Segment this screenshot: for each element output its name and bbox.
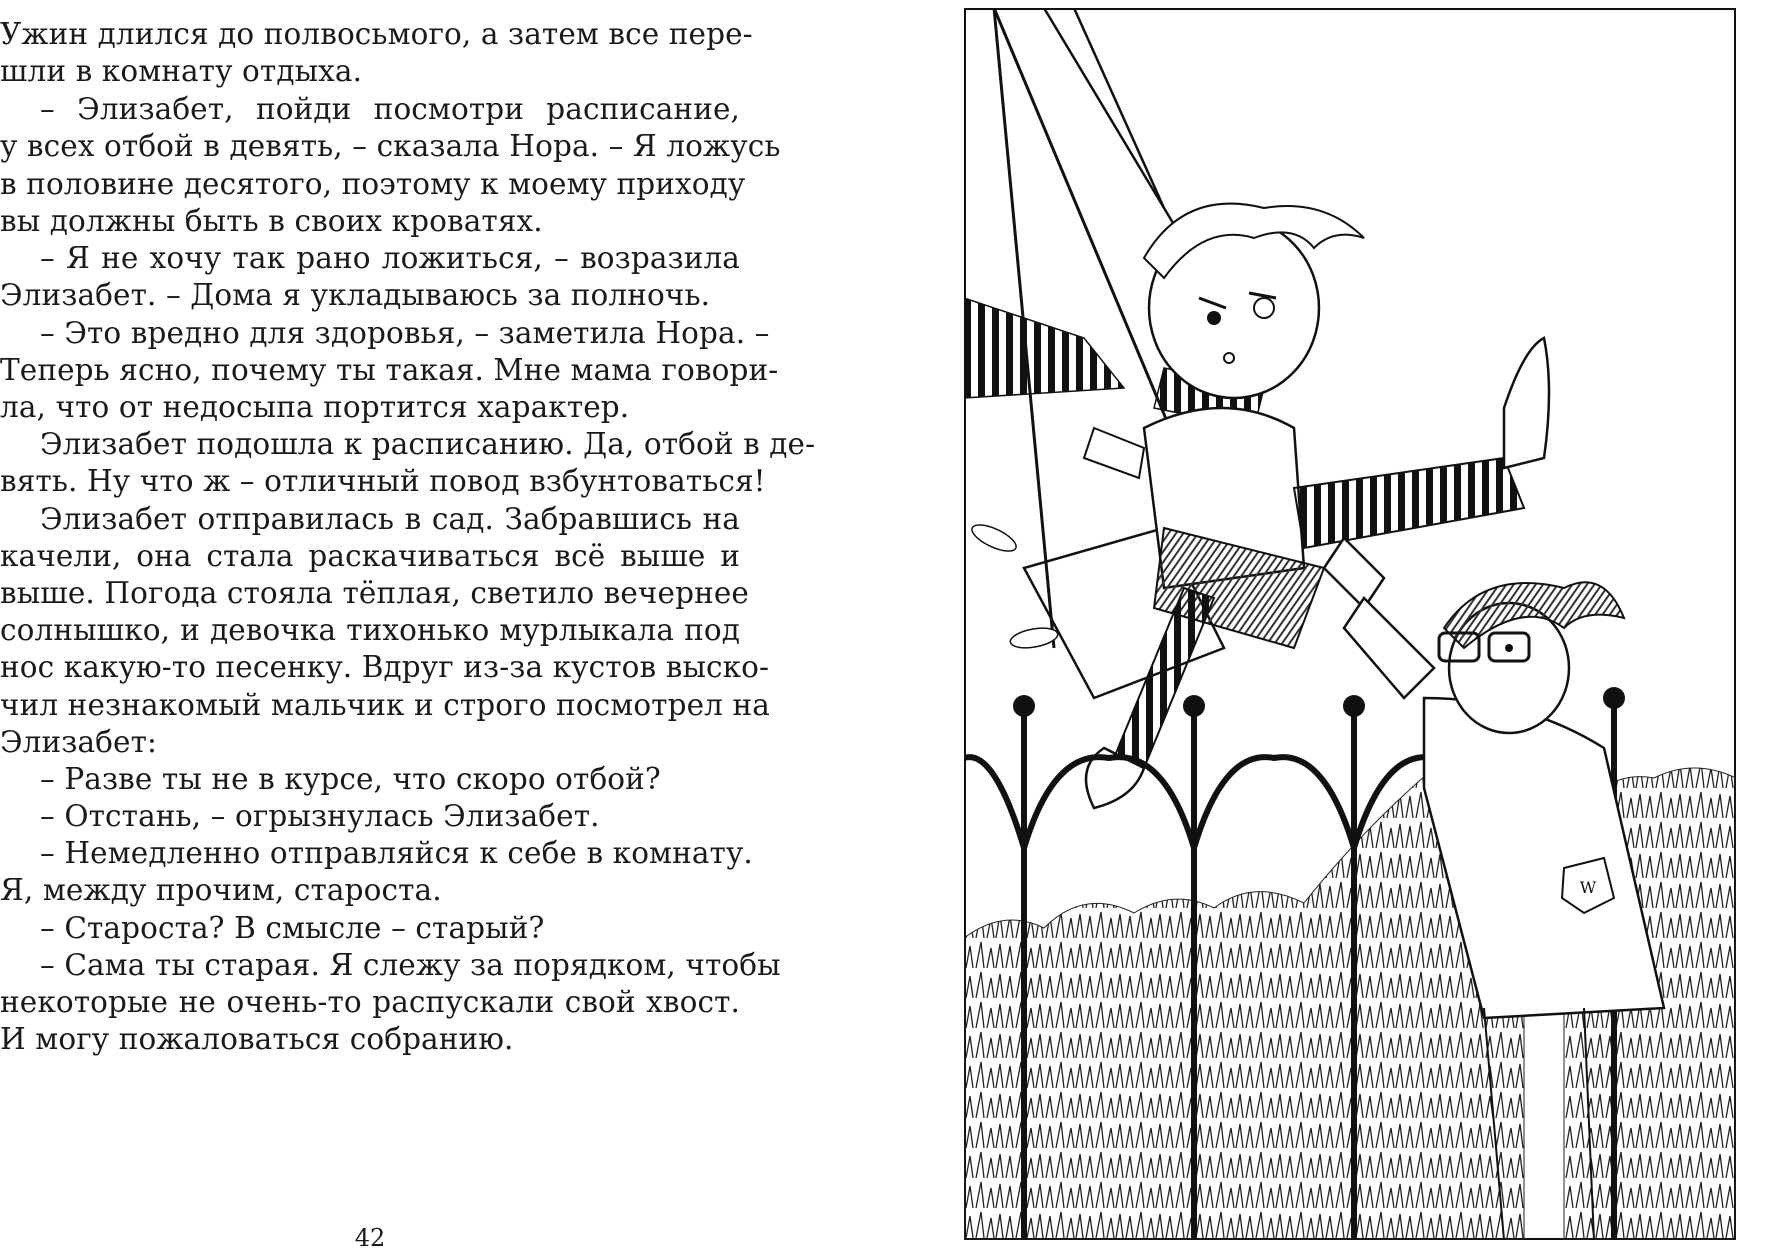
text-line: Теперь ясно, почему ты такая. Мне мама говори- bbox=[0, 353, 779, 387]
text-line: Элизабет. – Дома я укладываюсь за полночь. bbox=[0, 278, 711, 312]
text-line: у всех отбой в девять, – сказала Нора. – Я ложусь bbox=[0, 129, 781, 163]
text-line: – Староста? В смысле – старый? bbox=[40, 911, 545, 945]
text-line: нос какую-то песенку. Вдруг из-за кустов выско- bbox=[0, 650, 770, 684]
girl-eye bbox=[1207, 311, 1221, 325]
fence-finial bbox=[1603, 687, 1625, 709]
illustration bbox=[964, 8, 1736, 1240]
page-number: 42 bbox=[354, 1224, 386, 1252]
text-line: – Немедленно отправляйся к себе в комнату. bbox=[40, 836, 753, 870]
text-line: – Разве ты не в курсе, что скоро отбой? bbox=[40, 762, 661, 796]
boy-eye bbox=[1505, 644, 1513, 652]
text-line: солнышко, и девочка тихонько мурлыкала под bbox=[0, 613, 740, 647]
fence-finial bbox=[1013, 695, 1035, 717]
text-line: качели, она стала раскачиваться всё выше и bbox=[0, 539, 740, 573]
text-line: И могу пожаловаться собранию. bbox=[0, 1022, 514, 1056]
text-line: чил незнакомый мальчик и строго посмотрел на bbox=[0, 688, 770, 722]
text-line: – Это вредно для здоровья, – заметила Нора. – bbox=[40, 316, 770, 350]
text-line: – Сама ты старая. Я слежу за порядком, чтобы bbox=[40, 948, 781, 982]
girl-eye bbox=[1254, 298, 1274, 318]
fence-finial bbox=[1343, 695, 1365, 717]
fence-finial bbox=[1183, 695, 1205, 717]
text-line: Элизабет отправилась в сад. Забравшись на bbox=[40, 502, 740, 536]
text-line: выше. Погода стояла тёплая, светило вечернее bbox=[0, 576, 749, 610]
text-line: – Элизабет, пойди посмотри расписание, bbox=[40, 92, 740, 126]
text-line: Элизабет: bbox=[0, 725, 158, 759]
boy-badge-letter: W bbox=[1579, 878, 1597, 897]
text-line: некоторые не очень-то распускали свой хвост. bbox=[0, 985, 740, 1019]
text-line: ла, что от недосыпа портится характер. bbox=[0, 390, 630, 424]
text-line: вы должны быть в своих кроватях. bbox=[0, 204, 543, 238]
text-line: вять. Ну что ж – отличный повод взбунтоваться! bbox=[0, 464, 766, 498]
text-line: в половине десятого, поэтому к моему приходу bbox=[0, 167, 746, 201]
text-line: – Я не хочу так рано ложиться, – возразила bbox=[40, 241, 740, 275]
text-line: Ужин длился до полвосьмого, а затем все пере- bbox=[0, 17, 753, 51]
text-line: Я, между прочим, староста. bbox=[0, 873, 442, 907]
illustration-svg bbox=[964, 8, 1736, 1240]
text-line: Элизабет подошла к расписанию. Да, отбой в де- bbox=[40, 427, 816, 461]
text-line: – Отстань, – огрызнулась Элизабет. bbox=[40, 799, 600, 833]
text-line: шли в комнату отдыха. bbox=[0, 54, 363, 88]
